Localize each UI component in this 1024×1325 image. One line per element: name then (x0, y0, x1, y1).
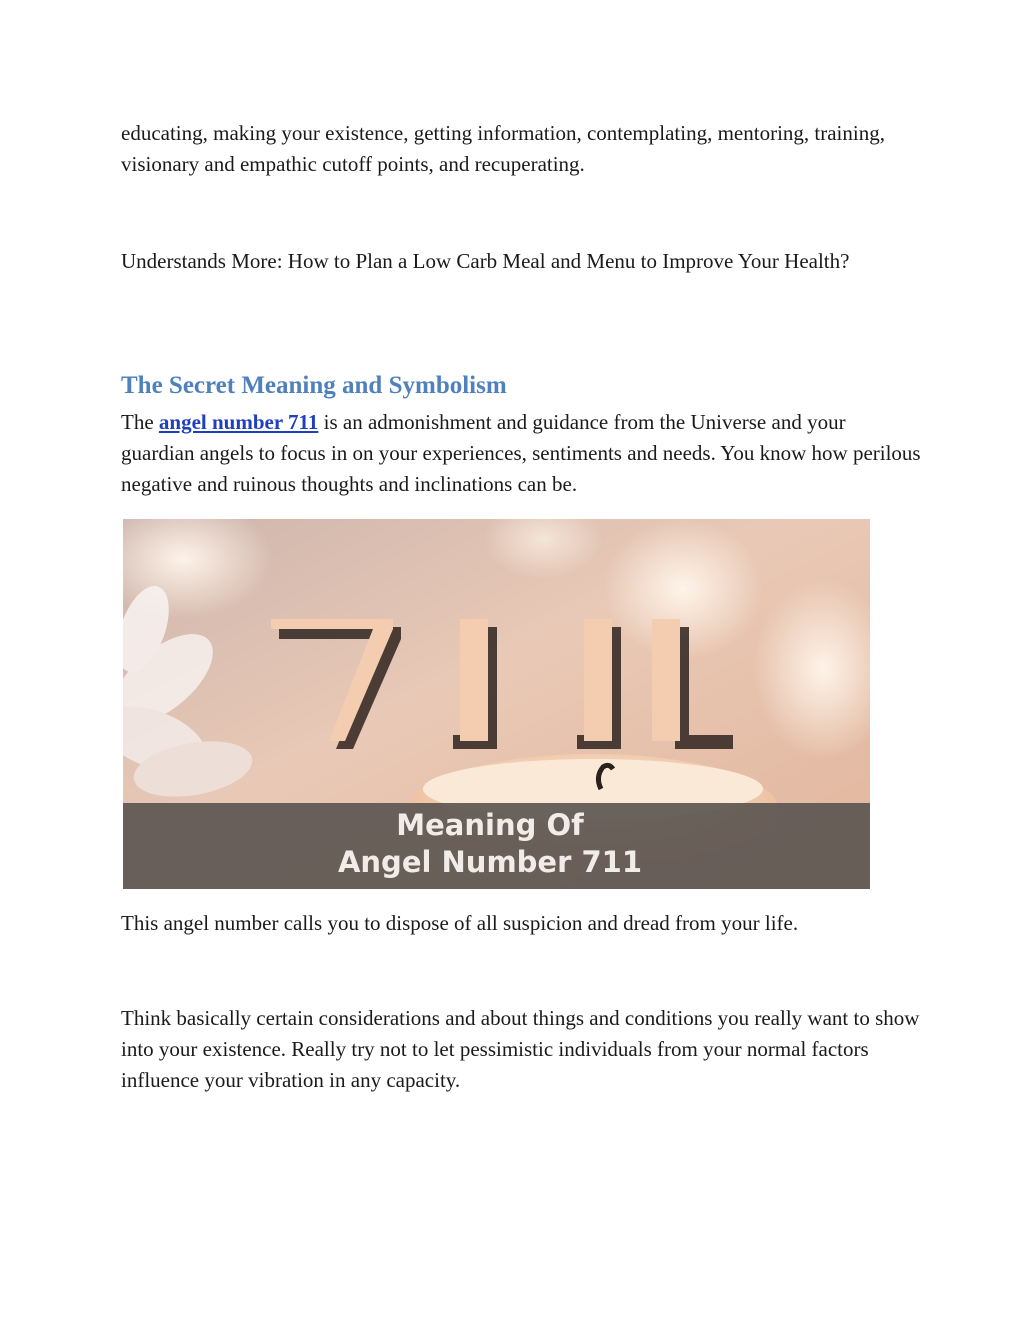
paragraph-meaning-rest: is an admonishment and guidance from the Universe and your guardian angels to focus in on your experiences, sentiments and needs. You know how perilous negative and ruinous thoughts and inclinations can be. (121, 410, 921, 496)
paragraph-dispose: This angel number calls you to dispose of all suspicion and dread from your life. (121, 911, 799, 935)
angel-number-image (123, 519, 870, 889)
section-heading: The Secret Meaning and Symbolism (121, 372, 507, 399)
banner-line-2: Angel Number 711 (337, 845, 643, 879)
paragraph-related-link: Understands More: How to Plan a Low Carb Meal and Menu to Improve Your Health? (121, 249, 850, 273)
paragraph-meaning (121, 407, 921, 500)
paragraph-intro: educating, making your existence, getting information, contemplating, mentoring, training, visionary and empathic cutoff points, and recuperating. (121, 121, 885, 176)
banner-line-1: Meaning Of (396, 808, 584, 842)
paragraph-think: Think basically certain considerations and about things and conditions you really want to show into your existence. Really try not to let pessimistic individuals from your normal factors influence your vibration in any capacity. (121, 1006, 920, 1092)
paragraph-meaning-start: The (121, 410, 159, 434)
angel-number-link[interactable]: angel number 711 (158, 410, 319, 434)
